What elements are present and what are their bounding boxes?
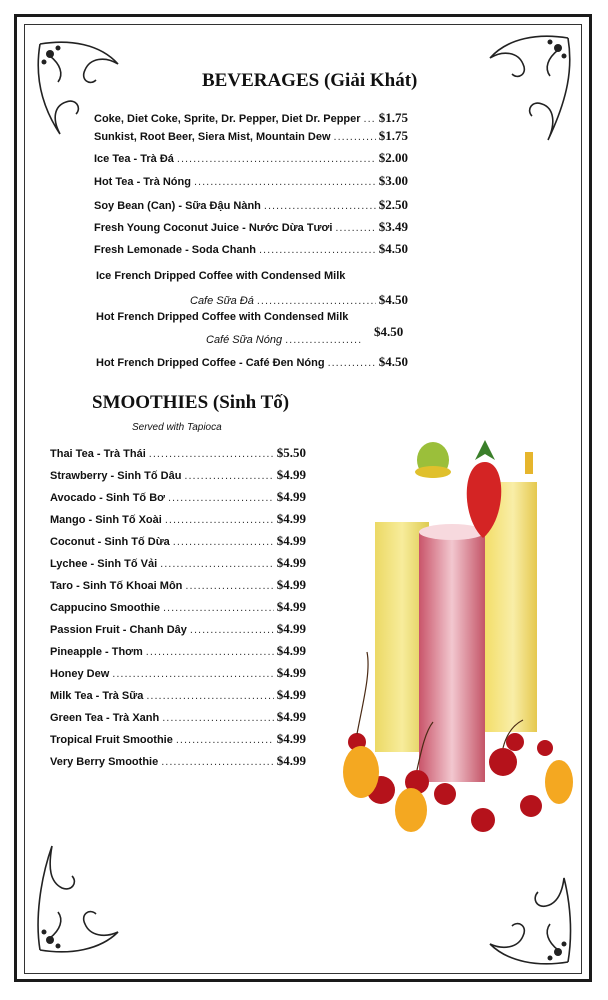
- menu-item-row: [94, 219, 408, 235]
- dot-leader: [165, 514, 274, 526]
- dot-leader: [334, 131, 376, 143]
- menu-item-price: $4.99: [276, 687, 306, 702]
- menu-item-price: $4.99: [276, 621, 306, 636]
- dot-leader: [185, 580, 273, 592]
- dot-leader: [184, 470, 273, 482]
- menu-item-name: Cappucino Smoothie: [50, 602, 160, 614]
- dot-leader: [285, 334, 363, 346]
- menu-item-name: Passion Fruit - Chanh Dây: [50, 624, 187, 636]
- menu-item-price: $4.99: [276, 555, 306, 570]
- smoothies-heading: SMOOTHIES (Sinh Tố): [92, 392, 290, 413]
- menu-item-name: Fresh Lemonade - Soda Chanh: [94, 244, 256, 256]
- menu-item-price: $4.99: [276, 665, 306, 680]
- menu-item-name: Green Tea - Trà Xanh: [50, 712, 160, 724]
- menu-item-row: [50, 665, 306, 681]
- iced-coffee-row: [190, 292, 408, 308]
- menu-item-price: $2.00: [378, 150, 408, 165]
- menu-item-row: [94, 173, 408, 189]
- menu-item-price: $4.50: [378, 241, 408, 256]
- menu-item-row: [94, 241, 408, 257]
- menu-item-name: Avocado - Sinh Tố Bơ: [50, 492, 165, 504]
- dot-leader: [194, 176, 376, 188]
- dot-leader: [190, 624, 274, 636]
- menu-item-name: Lychee - Sinh Tố Vải: [50, 558, 158, 570]
- smoothies-note: Served with Tapioca: [132, 422, 222, 433]
- menu-item-name: Fresh Young Coconut Juice - Nước Dừa Tươi: [94, 222, 333, 234]
- hot-coffee-name: Hot French Dripped Coffee with Condensed Milk: [96, 311, 349, 323]
- menu-item-name: Very Berry Smoothie: [50, 756, 159, 768]
- menu-item-row: [50, 555, 306, 571]
- dot-leader: [257, 295, 376, 307]
- smoothie-drinks-image: [335, 432, 580, 850]
- dot-leader: [149, 448, 274, 460]
- menu-item-name: Sunkist, Root Beer, Siera Mist, Mountain Dew: [94, 131, 331, 143]
- menu-item-row: [50, 599, 306, 615]
- menu-item-price: $3.00: [378, 173, 408, 188]
- menu-item-name: Thai Tea - Trà Thái: [50, 448, 146, 460]
- menu-item-name: Pineapple - Thơm: [50, 646, 143, 658]
- dot-leader: [335, 222, 375, 234]
- corner-flourish-bottom-left: [30, 840, 122, 960]
- menu-item-price: $4.99: [276, 731, 306, 746]
- dot-leader: [176, 734, 274, 746]
- menu-item-price: $1.75: [378, 110, 408, 125]
- menu-item-row: [50, 731, 306, 747]
- menu-item-row: [50, 643, 306, 659]
- iced-coffee-price: $4.50: [378, 292, 408, 307]
- menu-item-row: [50, 489, 306, 505]
- menu-item-price: $4.99: [276, 643, 306, 658]
- menu-item-row: [50, 753, 306, 769]
- menu-item-row: [50, 511, 306, 527]
- dot-leader: [177, 153, 376, 165]
- dot-leader: [163, 602, 274, 614]
- menu-item-row: [50, 687, 306, 703]
- dot-leader: [168, 492, 274, 504]
- dot-leader: [146, 646, 274, 658]
- menu-item-name: Mango - Sinh Tố Xoài: [50, 514, 162, 526]
- menu-item-name: Ice Tea - Trà Đá: [94, 153, 174, 165]
- menu-item-price: $4.99: [276, 599, 306, 614]
- menu-item-price: $3.49: [378, 219, 408, 234]
- iced-coffee-subname: Cafe Sữa Đá: [190, 295, 254, 307]
- dot-leader: [162, 712, 274, 724]
- menu-item-price: $4.99: [276, 533, 306, 548]
- menu-item-row: [50, 709, 306, 725]
- black-coffee-row: [96, 354, 408, 370]
- beverages-heading: BEVERAGES (Giải Khát): [202, 70, 418, 91]
- dot-leader: [161, 756, 274, 768]
- menu-item-name: Tropical Fruit Smoothie: [50, 734, 173, 746]
- hot-coffee-price: $4.50: [374, 324, 404, 339]
- corner-flourish-top-right: [486, 28, 578, 148]
- dot-leader: [173, 536, 274, 548]
- dot-leader: [146, 690, 273, 702]
- hot-coffee-sub-row: [206, 334, 366, 346]
- dot-leader: [259, 244, 376, 256]
- menu-item-name: Coke, Diet Coke, Sprite, Dr. Pepper, Diet Dr. Pepper: [94, 113, 361, 125]
- menu-item-price: $5.50: [276, 445, 306, 460]
- dot-leader: [264, 200, 376, 212]
- iced-coffee-name: Ice French Dripped Coffee with Condensed Milk: [96, 270, 346, 282]
- hot-coffee-subname: Café Sữa Nóng: [206, 334, 283, 346]
- black-coffee-name: Hot French Dripped Coffee - Café Đen Nóng: [96, 357, 325, 369]
- menu-item-price: $4.99: [276, 511, 306, 526]
- black-coffee-price: $4.50: [378, 354, 408, 369]
- dot-leader: [160, 558, 274, 570]
- menu-item-row: [50, 467, 306, 483]
- menu-item-price: $4.99: [276, 753, 306, 768]
- menu-item-row: [94, 150, 408, 166]
- dot-leader: [328, 357, 376, 369]
- menu-item-name: Taro - Sinh Tố Khoai Môn: [50, 580, 183, 592]
- menu-item-row: [50, 445, 306, 461]
- menu-item-price: $4.99: [276, 467, 306, 482]
- menu-item-price: $2.50: [378, 197, 408, 212]
- menu-item-row: [94, 128, 408, 144]
- corner-flourish-bottom-right: [486, 852, 578, 972]
- menu-item-name: Strawberry - Sinh Tố Dâu: [50, 470, 182, 482]
- menu-item-row: [50, 533, 306, 549]
- menu-item-price: $4.99: [276, 709, 306, 724]
- dot-leader: [364, 113, 376, 125]
- menu-item-price: $4.99: [276, 577, 306, 592]
- menu-item-row: [50, 577, 306, 593]
- dot-leader: [112, 668, 273, 680]
- menu-item-name: Milk Tea - Trà Sữa: [50, 690, 144, 702]
- menu-item-name: Hot Tea - Trà Nóng: [94, 176, 191, 188]
- menu-item-price: $1.75: [378, 128, 408, 143]
- menu-item-name: Coconut - Sinh Tố Dừa: [50, 536, 170, 548]
- menu-item-name: Soy Bean (Can) - Sữa Đậu Nành: [94, 200, 261, 212]
- menu-item-price: $4.99: [276, 489, 306, 504]
- menu-item-name: Honey Dew: [50, 668, 110, 680]
- menu-item-row: [50, 621, 306, 637]
- menu-item-row: [94, 197, 408, 213]
- menu-item-row: [94, 110, 408, 126]
